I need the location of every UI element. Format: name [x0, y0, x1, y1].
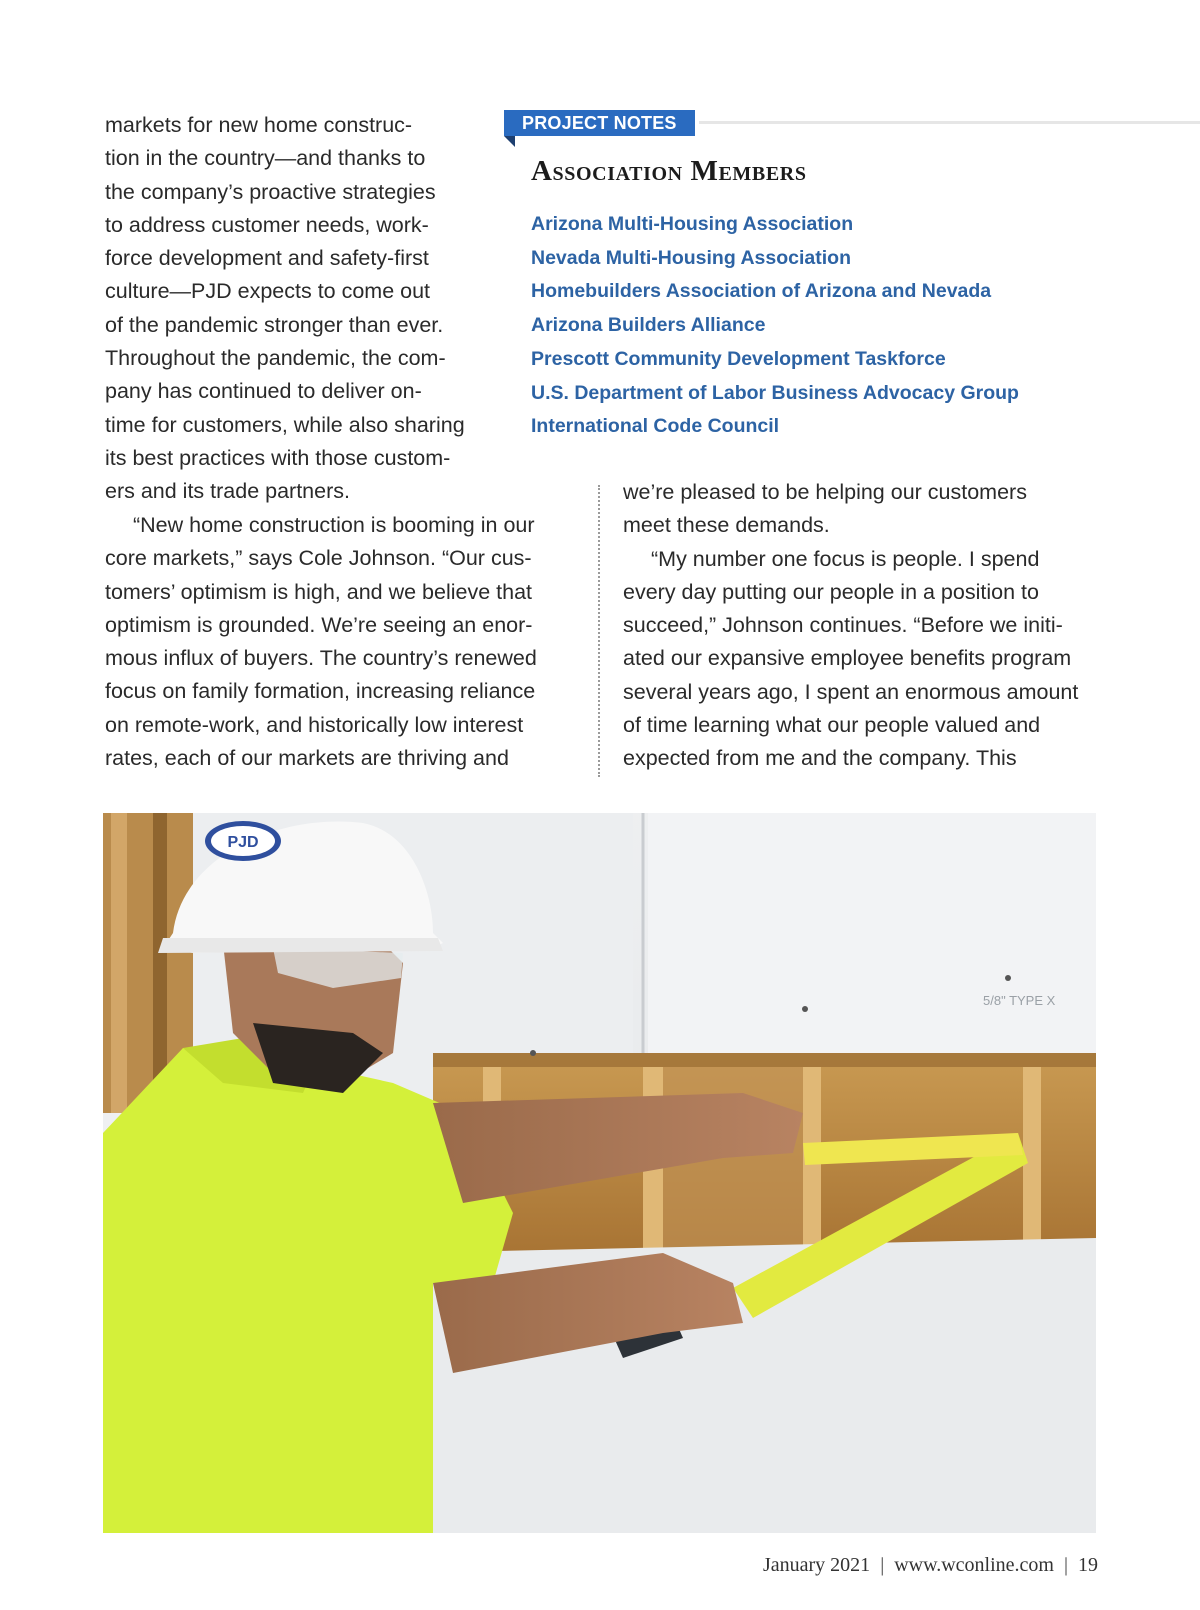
list-item: Homebuilders Association of Arizona and Nevada: [531, 280, 992, 303]
list-item: Arizona Builders Alliance: [531, 314, 766, 337]
text-line: ers and its trade partners.: [105, 479, 350, 504]
article-column-right-bottom: [623, 476, 1103, 776]
website-link[interactable]: www.wconline.com: [894, 1554, 1054, 1576]
text-line: focus on family formation, increasing reliance: [105, 679, 536, 704]
text-line: time for customers, while also sharing: [105, 412, 465, 437]
text-line: on remote-work, and historically low interest: [105, 712, 524, 737]
project-notes-header: [504, 110, 1200, 136]
worker-photo: [103, 813, 1096, 1533]
issue-date: January 2021: [762, 1554, 871, 1576]
sidebar-title: Association Members: [531, 155, 807, 187]
text-line: markets for new home construc-: [105, 113, 413, 137]
text-line: expected from me and the company. This: [623, 746, 1017, 771]
column-divider: [598, 485, 600, 777]
header-rule: [699, 121, 1200, 124]
drywall-stamp: 5/8" TYPE X: [983, 993, 1056, 1008]
text-line: the company’s proactive strategies: [105, 179, 436, 204]
text-line: optimism is grounded. We’re seeing an enor-: [105, 612, 533, 637]
text-line: culture—PJD expects to come out: [105, 279, 431, 304]
text-line: its best practices with those custom-: [105, 445, 451, 470]
tag-fold-decoration: [504, 136, 515, 147]
text-line: several years ago, I spent an enormous amount: [623, 679, 1079, 704]
text-line: meet these demands.: [623, 513, 830, 538]
list-item: International Code Council: [531, 415, 780, 438]
article-column-left-bottom: [105, 509, 575, 775]
text-line: ated our expansive employee benefits program: [623, 646, 1072, 671]
page-footer: [763, 1554, 1098, 1577]
footer-separator: |: [880, 1554, 885, 1576]
list-item: Nevada Multi-Housing Association: [531, 246, 851, 269]
text-line: Throughout the pandemic, the com-: [105, 346, 446, 371]
text-line: mous influx of buyers. The country’s renewed: [105, 646, 537, 671]
text-line: of the pandemic stronger than ever.: [105, 312, 444, 337]
footer-separator: |: [1063, 1554, 1068, 1576]
text-line: we’re pleased to be helping our customers: [623, 480, 1027, 504]
text-line: pany has continued to deliver on-: [105, 379, 422, 404]
project-notes-tag: PROJECT NOTES: [504, 110, 695, 136]
article-column-left-top: [105, 109, 485, 509]
text-line: tion in the country—and thanks to: [105, 146, 426, 171]
text-line: to address customer needs, work-: [105, 212, 429, 237]
text-line: rates, each of our markets are thriving and: [105, 746, 509, 771]
list-item: Arizona Multi-Housing Association: [531, 213, 854, 235]
text-line: core markets,” says Cole Johnson. “Our cus-: [105, 546, 532, 571]
text-line: every day putting our people in a position to: [623, 579, 1039, 604]
text-line: tomers’ optimism is high, and we believe that: [105, 579, 533, 604]
list-item: U.S. Department of Labor Business Advocacy Group: [531, 381, 1019, 404]
association-members-list: [531, 208, 1019, 444]
text-line: force development and safety-first: [105, 246, 429, 271]
text-line: of time learning what our people valued and: [623, 713, 1041, 738]
text-line: succeed,” Johnson continues. “Before we initi-: [623, 613, 1063, 638]
page-number: 19: [1078, 1554, 1098, 1576]
hardhat-logo: PJD: [227, 834, 259, 851]
text-line: “New home construction is booming in our: [133, 513, 535, 537]
text-line: “My number one focus is people. I spend: [651, 546, 1040, 571]
list-item: Prescott Community Development Taskforce: [531, 347, 946, 370]
